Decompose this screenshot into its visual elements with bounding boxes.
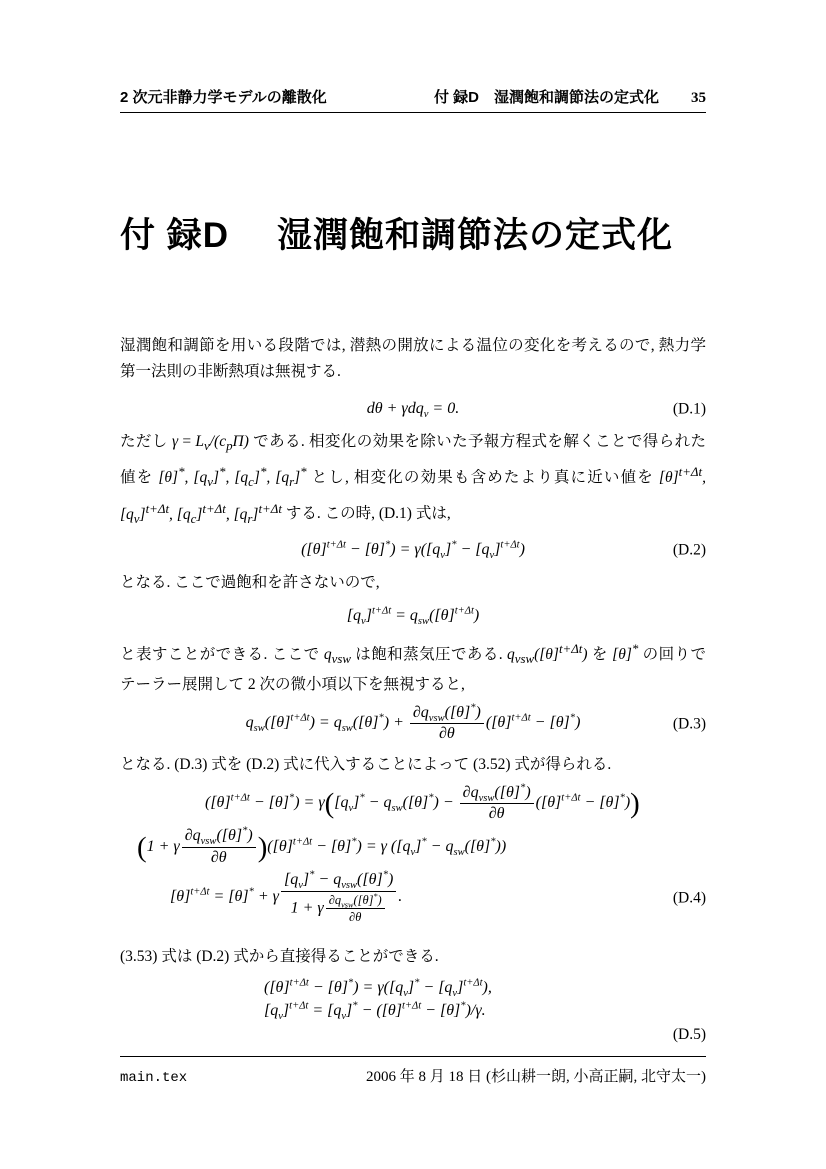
paragraph-substitution: となる. (D.3) 式を (D.2) 式に代入することによって (3.52) 式が得られる. <box>120 755 612 773</box>
equation-saturation-math: $[q_v]^{t+\Delta t} = q_{sw}([\theta]^{t+\Delta t})$ <box>346 605 480 627</box>
equation-d4-line1-math: $([\theta]^{t+\Delta t} - [\theta]^*) = \gamma([q_v]^* - q_{sw}([\theta]^*)$ − $\frac{\partial q_{vsw}([\theta]^*)}{\partial\theta}$ $([\theta]^{t+\Delta t} - [\theta]^*)$) <box>205 782 640 823</box>
paragraph-gamma-definition: ただし $\gamma = L_v/(c_p\Pi)$ である. 相変化の効果を除いた予報方程式を解くことで得られた値を [θ]*, $[q_v]^*$, $[q_c]^*$, $[q_r]^*$ とし, 相変化の効果も含めたより真に近い値を $[\theta]^{t+\Delta t}$, $[q_v]^{t+\Delta t}$, $[q_c]^{t+\Delta t}$, $[q_r]^{t+\Delta t}$ する. この時, (D.1) 式は, <box>120 433 706 526</box>
equation-d3-math: $q_{sw}([\theta]^{t+\Delta t}) = q_{sw}([\theta]^*)$ + $\frac{\partial q_{vsw}([\theta]^*)}{\partial\theta}$ $([\theta]^{t+\Delta t} - [\theta]^*)$ <box>245 702 581 743</box>
equation-d4-line3-math: $[\theta]^{t+\Delta t} = [\theta]^* + \gamma$ $[q_v]^* - q_{vsw}([\theta]^*)$ 1 + γ $\frac{\partial q_{vsw}([\theta]^*)}{\partial\theta}$ . <box>170 869 403 924</box>
equation-d2 <box>120 540 706 560</box>
appendix-label: 付 録D <box>120 216 230 255</box>
page-footer <box>120 1056 706 1086</box>
paragraph-taylor-expansion: と表すことができる. ここで $q_{vsw}$ は飽和蒸気圧である. $q_{vsw}([\theta]^{t+\Delta t})$ を [θ]* の回りでテーラー展開して 2 次の微小項以下を無視すると, <box>120 640 706 693</box>
paragraph-intro: 湿潤飽和調節を用いる段階では, 潜熱の開放による温位の変化を考えるので, 熱力学第一法則の非断熱項は無視する. <box>120 337 706 380</box>
footer-filename: main.tex <box>120 1070 188 1086</box>
equation-d4-line3 <box>120 871 706 924</box>
equation-d2-tag: (D.2) <box>672 540 706 558</box>
appendix-title-text: 湿潤飽和調節法の定式化 <box>277 216 674 255</box>
appendix-title <box>120 215 706 257</box>
equation-d5-tag-row <box>120 1025 706 1044</box>
equation-d4-line1 <box>120 784 706 824</box>
equation-d3 <box>120 704 706 744</box>
paragraph-direct-derivation: (3.53) 式は (D.2) 式から直接得ることができる. <box>120 948 439 966</box>
equation-d5-line2-math: $[q_v]^{t+\Delta t} = [q_v]^* - ([\theta]^{t+\Delta t} - [\theta]^*)/\gamma$. <box>264 1000 486 1023</box>
equation-d4-tag: (D.4) <box>672 889 706 907</box>
equation-d1-tag: (D.1) <box>672 400 706 418</box>
equation-d1 <box>120 399 706 419</box>
equation-d1-math: dθ + γdq$_v$ = 0. <box>366 400 460 421</box>
running-header-center: 付 録D 湿潤飽和調節法の定式化 <box>433 89 659 106</box>
equation-d5-line1-math: $([\theta]^{t+\Delta t} - [\theta]^*) = \gamma([q_v]^* - [q_v]^{t+\Delta t})$, <box>264 977 492 1000</box>
footer-date-authors: 2006 年 8 月 18 日 (杉山耕一朗, 小高正嗣, 北守太一) <box>366 1069 706 1085</box>
equation-d5-line2 <box>120 1001 706 1021</box>
running-header-left: 2 次元非静力学モデルの離散化 <box>120 89 327 106</box>
equation-d2-math: $([\theta]^{t+\Delta t} - [\theta]^*) = \gamma([q_v]^* - [q_v]^{t+\Delta t})$ <box>301 539 525 561</box>
equation-d5-line1 <box>120 978 706 998</box>
equation-d4-line2-math: (1 + γ $\frac{\partial q_{vsw}([\theta]^*)}{\partial\theta}$ )$([\theta]^{t+\Delta t} - [\theta]^*) = \gamma$ $([q_v]^* - q_{sw}([\theta]^*))$ <box>137 826 507 866</box>
equation-saturation <box>120 606 706 626</box>
equation-d3-tag: (D.3) <box>672 715 706 733</box>
header-rule <box>120 112 706 113</box>
page-number: 35 <box>691 90 706 106</box>
equation-d5-tag: (D.5) <box>672 1026 706 1044</box>
running-header <box>120 86 706 107</box>
paragraph-supersaturation: となる. ここで過飽和を許さないので, <box>120 573 380 591</box>
equation-d4-line2 <box>120 827 706 867</box>
